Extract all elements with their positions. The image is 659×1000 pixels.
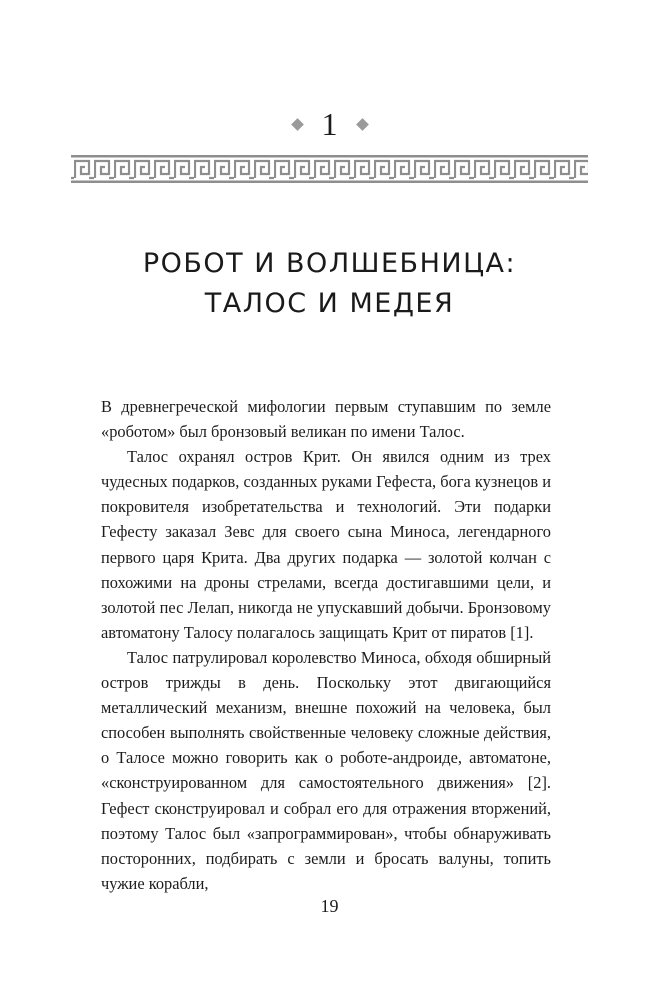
paragraph-1: В древнегреческой мифологии первым ступавшим по земле «роботом» был бронзовый великан по имени Талос. xyxy=(101,397,551,442)
paragraph-3: Талос патрулировал королевство Миноса, обходя обширный остров трижды в день. Поскольку этот двигающийся металлический механизм, внешне похожий на человека, был способен выполнять свойственные человеку сложные действия, о Талосе можно говорить как о роботе-андроиде, автоматоне, «сконструированном для самостоятельного движения» [2]. Гефест сконструировал и собрал его для отражения вторжений, поэтому Талос был «запрограммирован», чтобы обнаруживать посторонних, подбирать с земли и бросать валуны, топить чужие корабли, xyxy=(101,647,551,893)
chapter-title-line-1: РОБОТ И ВОЛШЕБНИЦА: xyxy=(142,248,517,280)
chapter-title xyxy=(0,244,659,324)
chapter-number-marker xyxy=(0,104,659,144)
chapter-title-line-2: ТАЛОС И МЕДЕЯ xyxy=(204,288,455,320)
greek-key-border-ornament xyxy=(71,154,588,184)
body-text xyxy=(101,394,551,896)
right-diamond-ornament xyxy=(356,118,369,131)
chapter-number: 1 xyxy=(321,106,338,142)
left-diamond-ornament xyxy=(291,118,304,131)
page-number: 19 xyxy=(320,896,339,916)
paragraph-2: Талос охранял остров Крит. Он явился одним из трех чудесных подарков, созданных руками Гефеста, бога кузнецов и покровителя изобретательства и технологий. Эти подарки Гефесту заказал Зевс для своего сына Миноса, легендарного первого царя Крита. Два других подарка — золотой колчан с похожими на дроны стрелами, всегда достигавшими цели, и золотой пес Лелап, никогда не упускавший добычи. Бронзовому автоматону Талосу полагалось защищать Крит от пиратов [1]. xyxy=(101,447,551,642)
